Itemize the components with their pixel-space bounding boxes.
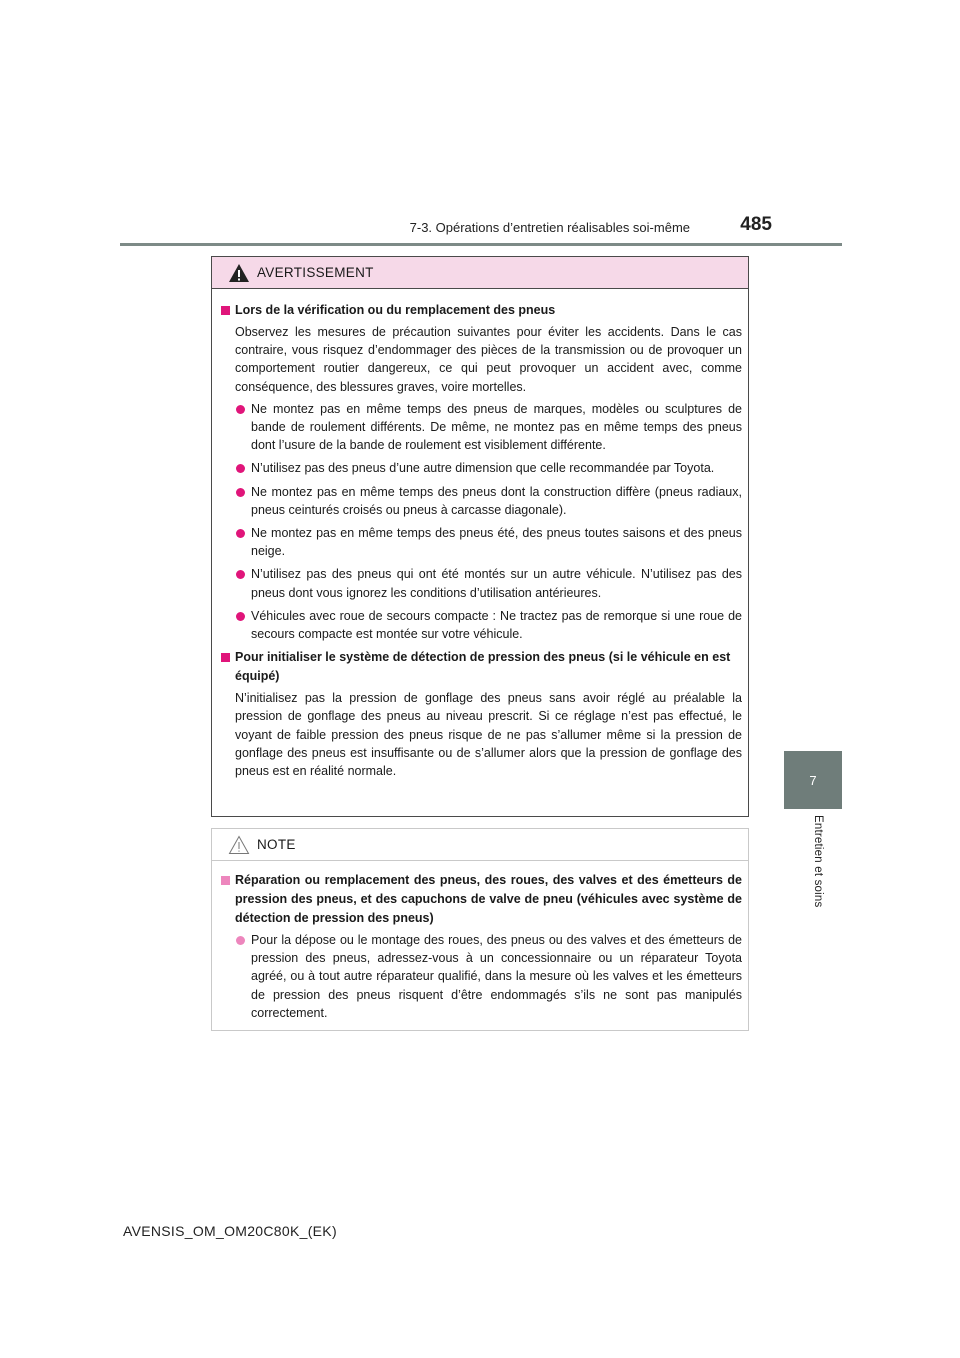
warning-title: AVERTISSEMENT bbox=[257, 265, 374, 280]
round-bullet-icon bbox=[236, 570, 245, 579]
list-item bbox=[235, 931, 742, 1022]
list-item bbox=[235, 459, 742, 477]
list-item-text: Ne montez pas en même temps des pneus de marques, modèles ou sculptures de bande de roulement différents. De même, ne montez pas en même temps des pneus dont l’usure de la bande de roulement est visiblement différente. bbox=[251, 401, 742, 453]
note-heading-text: Réparation ou remplacement des pneus, des roues, des valves et des émetteurs de pression des pneus, et des capuchons de valve de pneu (véhicules avec système de détection de pression des pneus) bbox=[235, 873, 742, 925]
list-item-text: N’utilisez pas des pneus qui ont été montés sur un autre véhicule. N’utilisez pas des pneus dont vous ignorez les conditions d’utilisation antérieures. bbox=[251, 567, 742, 600]
warning-paragraph: N’initialisez pas la pression de gonflage des pneus sans avoir réglé au préalable la pression de gonflage des pneus au niveau prescrit. Si ce réglage n’est pas effectué, le voyant de faible pression des pneus risque de ne pas s’allumer même si la pression de gonflage des pneus est insuffisante ou de s’allumer alors que la pression de gonflage des pneus est en réalité normale. bbox=[235, 691, 742, 779]
list-item bbox=[235, 607, 742, 643]
warning-box bbox=[211, 256, 749, 817]
warning-section-heading bbox=[218, 648, 742, 686]
square-bullet-icon bbox=[221, 306, 230, 315]
chapter-number: 7 bbox=[809, 772, 817, 788]
note-heading bbox=[218, 871, 742, 928]
caution-triangle-outline-icon bbox=[228, 835, 250, 855]
header-divider bbox=[120, 243, 842, 246]
section-title: 7-3. Opérations d’entretien réalisables soi-même bbox=[409, 220, 690, 235]
list-item-text: Ne montez pas en même temps des pneus été, des pneus toutes saisons et des pneus neige. bbox=[251, 526, 742, 559]
list-item bbox=[235, 565, 742, 601]
list-item-text: Ne montez pas en même temps des pneus dont la construction diffère (pneus radiaux, pneus ceinturés croisés ou pneus à carcasse diagonale). bbox=[251, 484, 742, 517]
round-bullet-icon bbox=[236, 612, 245, 621]
note-box bbox=[211, 828, 749, 1031]
warning-header bbox=[212, 257, 748, 289]
note-body bbox=[212, 861, 748, 1022]
square-bullet-icon bbox=[221, 653, 230, 662]
round-bullet-icon bbox=[236, 405, 245, 414]
chapter-tab[interactable] bbox=[784, 751, 842, 809]
note-title: NOTE bbox=[257, 837, 296, 852]
round-bullet-icon bbox=[236, 488, 245, 497]
chapter-label: Entretien et soins bbox=[812, 815, 824, 908]
round-bullet-icon bbox=[236, 464, 245, 473]
warning-paragraph: Observez les mesures de précaution suivantes pour éviter les accidents. Dans le cas contraire, vous risquez d’endommager des pièces de la transmission ou de provoquer un comportement routier dangereux, ce qui peut provoquer un accident avec, comme conséquence, des blessures graves, voire mortelles. bbox=[235, 325, 742, 394]
warning-body bbox=[212, 289, 748, 780]
warning-heading-text: Pour initialiser le système de détection de pression des pneus (si le véhicule en est équipé) bbox=[235, 650, 731, 684]
list-item bbox=[235, 483, 742, 519]
round-bullet-icon bbox=[236, 529, 245, 538]
square-bullet-icon bbox=[221, 876, 230, 885]
round-bullet-icon bbox=[236, 936, 245, 945]
list-item-text: N’utilisez pas des pneus d’une autre dimension que celle recommandée par Toyota. bbox=[251, 461, 715, 476]
warning-heading-text: Lors de la vérification ou du remplacement des pneus bbox=[235, 303, 556, 317]
list-item bbox=[235, 400, 742, 455]
list-item-text: Pour la dépose ou le montage des roues, des pneus ou des valves et des émetteurs de pression des pneus, adressez-vous à un concessionnaire ou un réparateur Toyota agréé, ou à tout autre réparateur qualifié, dans la mesure où les valves et les émetteurs de pression des pneus risquent d’être endommagés s’ils ne sont pas manipulés correctement. bbox=[251, 933, 742, 1020]
warning-section-heading bbox=[218, 301, 742, 320]
page-header bbox=[0, 0, 960, 250]
document-code: AVENSIS_OM_OM20C80K_(EK) bbox=[123, 1223, 337, 1239]
warning-triangle-icon bbox=[228, 263, 250, 283]
list-item-text: Véhicules avec roue de secours compacte : Ne tractez pas de remorque si une roue de secours compacte est montée sur votre véhicule. bbox=[251, 608, 742, 642]
page-number: 485 bbox=[740, 214, 772, 235]
list-item bbox=[235, 524, 742, 560]
note-header bbox=[212, 829, 748, 861]
